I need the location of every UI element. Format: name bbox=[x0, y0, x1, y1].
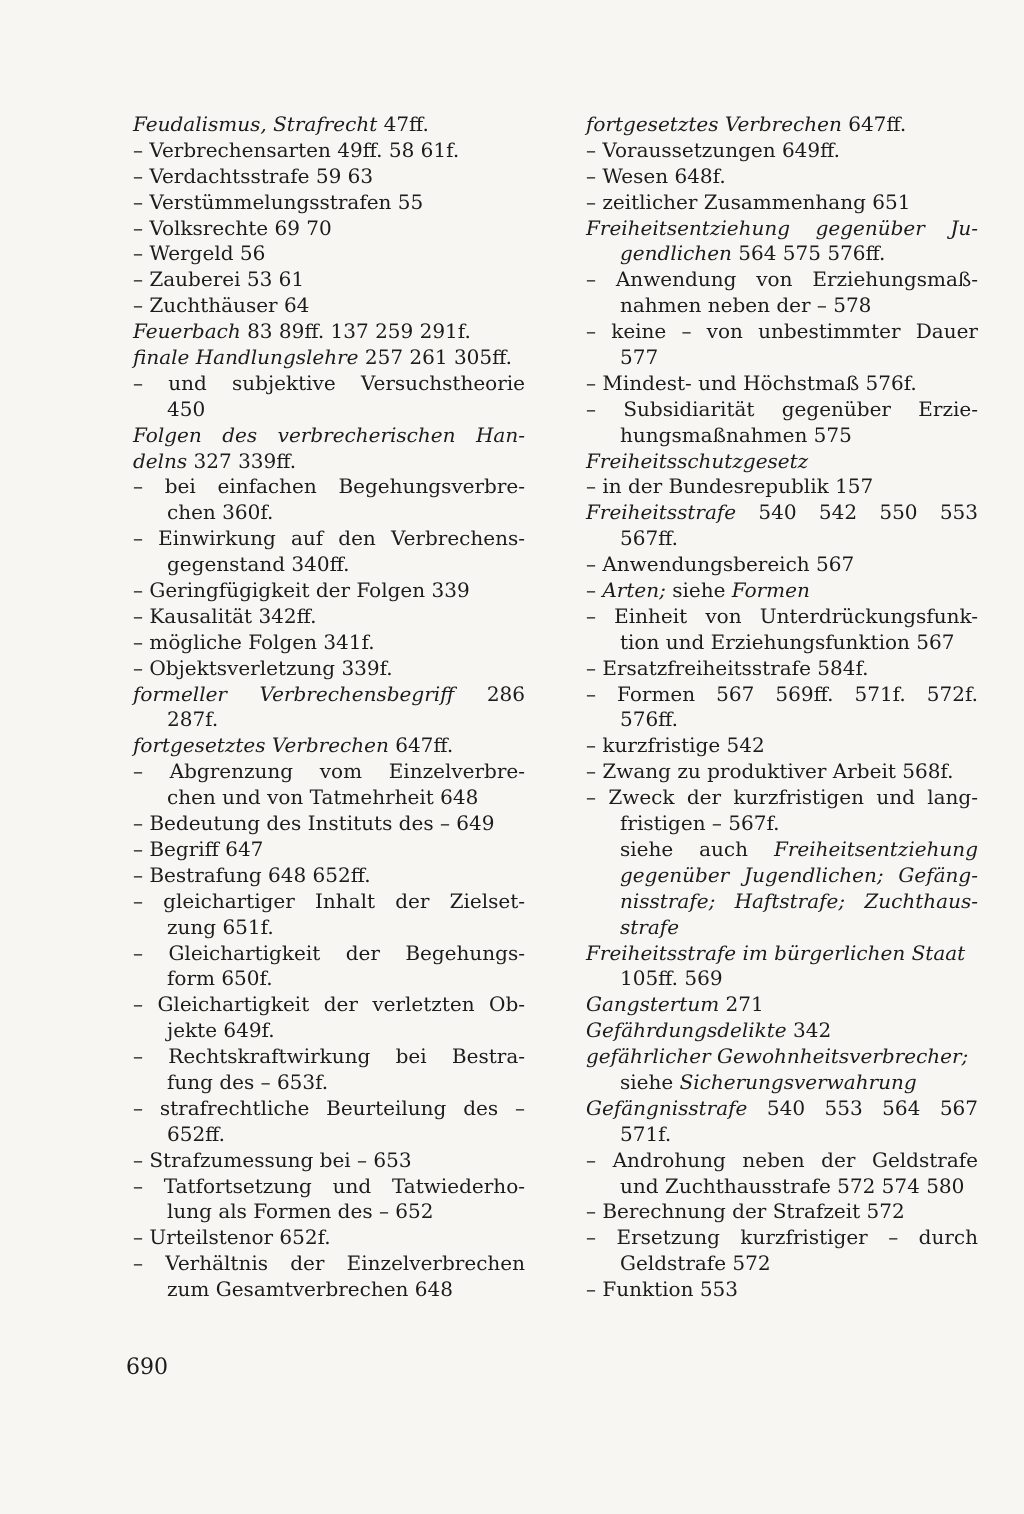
index-entry-line: – zeitlicher Zusammenhang 651 bbox=[586, 189, 911, 214]
index-entry-line: – Zwang zu produktiver Arbeit 568f. bbox=[586, 759, 954, 784]
index-entry-line: – Androhung neben der Geldstrafe bbox=[586, 1147, 978, 1172]
index-entry-line: fung des – 653f. bbox=[167, 1069, 329, 1094]
index-entry-line: Gangstertum 271 bbox=[586, 992, 764, 1017]
index-entry-line: – in der Bundesrepublik 157 bbox=[586, 474, 874, 499]
index-entry-line: – Einheit von Unterdrückungsfunk- bbox=[586, 603, 978, 628]
index-entry-line: – Bestrafung 648 652ff. bbox=[133, 862, 371, 887]
index-entry-line: 450 bbox=[167, 396, 206, 421]
index-entry-line: – Abgrenzung vom Einzelverbre- bbox=[133, 759, 525, 784]
index-entry-line: Folgen des verbrecherischen Han- bbox=[133, 422, 525, 447]
index-entry-line: – Voraussetzungen 649ff. bbox=[586, 137, 840, 162]
index-entry-line: 577 bbox=[620, 345, 659, 370]
index-entry-line: 105ff. 569 bbox=[620, 966, 723, 991]
index-entry-line: zum Gesamtverbrechen 648 bbox=[167, 1277, 453, 1302]
index-entry-line: – keine – von unbestimmter Dauer bbox=[586, 319, 978, 344]
index-entry-line: gendlichen 564 575 576ff. bbox=[620, 241, 886, 266]
index-entry-line: fortgesetztes Verbrechen 647ff. bbox=[133, 733, 454, 758]
index-entry-line: – Berechnung der Strafzeit 572 bbox=[586, 1199, 905, 1224]
index-entry-line: – und subjektive Versuchstheorie bbox=[133, 370, 525, 395]
index-entry-line: – Bedeutung des Instituts des – 649 bbox=[133, 811, 495, 836]
index-entry-line: – Funktion 553 bbox=[586, 1277, 739, 1302]
index-entry-line: Gefängnisstrafe 540 553 564 567 bbox=[586, 1095, 978, 1120]
index-entry-line: und Zuchthausstrafe 572 574 580 bbox=[620, 1173, 965, 1198]
index-entry-line: nisstrafe; Haftstrafe; Zuchthaus- bbox=[620, 888, 978, 913]
index-entry-line: – kurzfristige 542 bbox=[586, 733, 765, 758]
index-entry-line: 652ff. bbox=[167, 1121, 226, 1146]
index-entry-line: lung als Formen des – 652 bbox=[167, 1199, 434, 1224]
index-entry-line: – Ersetzung kurzfristiger – durch bbox=[586, 1225, 978, 1250]
index-entry-line: siehe auch Freiheitsentziehung bbox=[620, 836, 978, 861]
index-entry-line: – Rechtskraftwirkung bei Bestra- bbox=[133, 1044, 525, 1069]
index-entry-line: gefährlicher Gewohnheitsverbrecher; bbox=[586, 1044, 969, 1069]
index-entry-line: – Verdachtsstrafe 59 63 bbox=[133, 163, 374, 188]
index-entry-line: Freiheitsstrafe im bürgerlichen Staat bbox=[586, 940, 966, 965]
index-entry-line: hungsmaßnahmen 575 bbox=[620, 422, 852, 447]
index-entry-line: Freiheitsentziehung gegenüber Ju- bbox=[586, 215, 978, 240]
index-entry-line: – Wesen 648f. bbox=[586, 163, 726, 188]
index-entry-line: – Kausalität 342ff. bbox=[133, 603, 317, 628]
right-index-column bbox=[586, 112, 978, 1303]
index-entry-line: – Arten; siehe Formen bbox=[586, 578, 810, 603]
index-entry-line: – gleichartiger Inhalt der Zielset- bbox=[133, 888, 525, 913]
page-number: 690 bbox=[126, 1355, 168, 1380]
index-entry-line: siehe Sicherungsverwahrung bbox=[620, 1069, 917, 1094]
index-entry-line: – Wergeld 56 bbox=[133, 241, 266, 266]
index-entry-line: – Verbrechensarten 49ff. 58 61f. bbox=[133, 137, 460, 162]
index-entry-line: – Einwirkung auf den Verbrechens- bbox=[133, 526, 525, 551]
index-entry-line: finale Handlungslehre 257 261 305ff. bbox=[133, 345, 512, 370]
index-entry-line: formeller Verbrechensbegriff 286 bbox=[133, 681, 525, 706]
index-entry-line: – Geringfügigkeit der Folgen 339 bbox=[133, 578, 470, 603]
index-entry-line: jekte 649f. bbox=[167, 1018, 275, 1043]
index-entry-line: – mögliche Folgen 341f. bbox=[133, 629, 375, 654]
index-entry-line: Freiheitsschutzgesetz bbox=[586, 448, 809, 473]
index-entry-line: Gefährdungsdelikte 342 bbox=[586, 1018, 832, 1043]
index-entry-line: – Begriff 647 bbox=[133, 836, 264, 861]
index-entry-line: – Verstümmelungsstrafen 55 bbox=[133, 189, 424, 214]
left-index-column bbox=[133, 112, 525, 1303]
index-entry-line: chen 360f. bbox=[167, 500, 274, 525]
index-entry-line: gegenstand 340ff. bbox=[167, 552, 350, 577]
index-entry-line: chen und von Tatmehrheit 648 bbox=[167, 785, 479, 810]
index-entry-line: – Zweck der kurzfristigen und lang- bbox=[586, 785, 978, 810]
index-entry-line: – Formen 567 569ff. 571f. 572f. bbox=[586, 681, 978, 706]
index-entry-line: – Gleichartigkeit der Begehungs- bbox=[133, 940, 525, 965]
index-entry-line: – Volksrechte 69 70 bbox=[133, 215, 332, 240]
index-entry-line: – Anwendung von Erziehungsmaß- bbox=[586, 267, 978, 292]
index-entry-line: nahmen neben der – 578 bbox=[620, 293, 872, 318]
index-entry-line: – Urteilstenor 652f. bbox=[133, 1225, 331, 1250]
index-entry-line: 287f. bbox=[167, 707, 219, 732]
index-entry-line: Geldstrafe 572 bbox=[620, 1251, 771, 1276]
index-entry-line: tion und Erziehungsfunktion 567 bbox=[620, 629, 955, 654]
index-entry-line: – Verhältnis der Einzelverbrechen bbox=[133, 1251, 525, 1276]
index-entry-line: – Mindest- und Höchstmaß 576f. bbox=[586, 370, 917, 395]
index-entry-line: Feuerbach 83 89ff. 137 259 291f. bbox=[133, 319, 471, 344]
index-entry-line: delns 327 339ff. bbox=[133, 448, 297, 473]
index-entry-line: 567ff. bbox=[620, 526, 679, 551]
index-entry-line: – Zuchthäuser 64 bbox=[133, 293, 310, 318]
index-entry-line: form 650f. bbox=[167, 966, 273, 991]
index-entry-line: fristigen – 567f. bbox=[620, 811, 780, 836]
index-entry-line: – Strafzumessung bei – 653 bbox=[133, 1147, 412, 1172]
index-entry-line: gegenüber Jugendlichen; Gefäng- bbox=[620, 862, 978, 887]
index-entry-line: Freiheitsstrafe 540 542 550 553 bbox=[586, 500, 978, 525]
index-entry-line: – Anwendungsbereich 567 bbox=[586, 552, 855, 577]
index-entry-line: Feudalismus, Strafrecht 47ff. bbox=[133, 112, 429, 136]
index-entry-line: – strafrechtliche Beurteilung des – bbox=[133, 1095, 525, 1120]
index-entry-line: – Subsidiarität gegenüber Erzie- bbox=[586, 396, 978, 421]
index-entry-line: – Tatfortsetzung und Tatwiederho- bbox=[133, 1173, 525, 1198]
index-entry-line: – Zauberei 53 61 bbox=[133, 267, 305, 292]
index-entry-line: – bei einfachen Begehungsverbre- bbox=[133, 474, 525, 499]
index-entry-line: – Ersatzfreiheitsstrafe 584f. bbox=[586, 655, 869, 680]
index-entry-line: zung 651f. bbox=[167, 914, 274, 939]
index-entry-line: strafe bbox=[620, 914, 680, 939]
index-entry-line: – Objektsverletzung 339f. bbox=[133, 655, 393, 680]
index-entry-line: 571f. bbox=[620, 1121, 672, 1146]
index-entry-line: 576ff. bbox=[620, 707, 679, 732]
index-entry-line: – Gleichartigkeit der verletzten Ob- bbox=[133, 992, 525, 1017]
index-entry-line: fortgesetztes Verbrechen 647ff. bbox=[586, 112, 907, 136]
